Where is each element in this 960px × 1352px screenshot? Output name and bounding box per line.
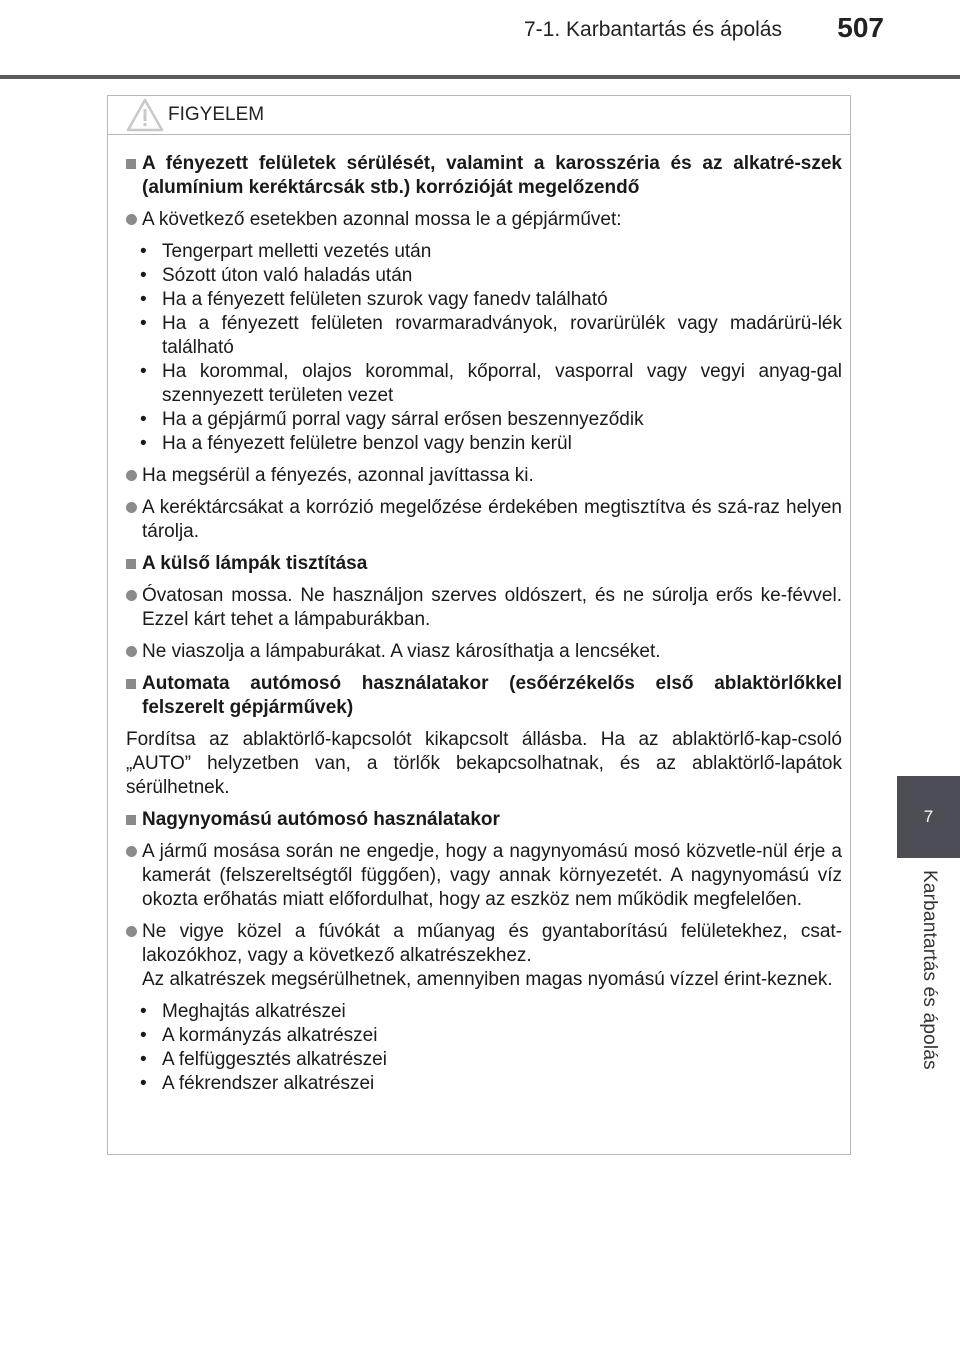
circle-bullet-icon: [126, 502, 137, 513]
list-item: • Sózott úton való haladás után: [140, 265, 413, 286]
circle-bullet-icon: [126, 646, 137, 657]
list-item: • Ha a gépjármű porral vagy sárral erősen beszennyeződik: [140, 409, 644, 430]
paragraph: Fordítsa az ablaktörlő-kapcsolót kikapcsolt állásba. Ha az ablaktörlő-kap-csoló „AUTO” helyzetben van, a törlők bekapcsolhatnak, és az ablaktörlő-lapátok sérülhetnek.: [126, 729, 842, 798]
chapter-number: 7: [923, 807, 934, 826]
section-title: Automata autómosó használatakor (esőérzékelős első ablaktörlőkkel felszerelt gépjárművek): [126, 672, 842, 720]
circle-bullet-icon: [126, 590, 137, 601]
header-title: 7-1. Karbantartás és ápolás: [524, 18, 782, 41]
bullet-list: [140, 1000, 842, 1096]
list-item: • Ha a fényezett felületre benzol vagy benzin kerül: [140, 433, 572, 454]
warning-heading: FIGYELEM: [168, 104, 265, 125]
list-item: • Tengerpart melletti vezetés után: [140, 241, 432, 262]
warning-content: [126, 152, 842, 1104]
paragraph: Ne viaszolja a lámpaburákat. A viasz károsíthatja a lencséket.: [126, 640, 842, 664]
square-marker-icon: [126, 815, 136, 825]
page-number: 507: [837, 12, 884, 43]
circle-bullet-icon: [126, 926, 137, 937]
list-item: • Ha a fényezett felületen szurok vagy fanedv található: [140, 289, 608, 310]
circle-bullet-icon: [126, 214, 137, 225]
circle-bullet-icon: [126, 470, 137, 481]
list-item: • A kormányzás alkatrészei: [140, 1025, 378, 1046]
list-item: • Ha a fényezett felületen rovarmaradványok, rovarürülék vagy madárürü-lék található: [140, 313, 842, 358]
paragraph: Ne vigye közel a fúvókát a műanyag és gyantaborítású felületekhez, csat-lakozókhoz, vagy a következő alkatrészekhez.: [126, 920, 842, 968]
list-item: • Meghajtás alkatrészei: [140, 1001, 346, 1022]
chapter-side-label: Karbantartás és ápolás: [919, 870, 940, 1070]
section-title: A külső lámpák tisztítása: [126, 552, 842, 576]
bullet-list: [140, 240, 842, 456]
circle-bullet-icon: [126, 846, 137, 857]
header-rule: [0, 75, 960, 79]
square-marker-icon: [126, 559, 136, 569]
list-item: • Ha korommal, olajos korommal, kőporral, vasporral vagy vegyi anyag-gal szennyezett területen vezet: [140, 361, 842, 406]
warning-triangle-icon: [126, 98, 164, 132]
paragraph: Az alkatrészek megsérülhetnek, amennyiben magas nyomású vízzel érint-keznek.: [142, 969, 833, 990]
section-title: Nagynyomású autómosó használatakor: [126, 808, 842, 832]
paragraph: Óvatosan mossa. Ne használjon szerves oldószert, és ne súrolja erős ke-févvel. Ezzel kárt tehet a lámpaburákban.: [126, 584, 842, 632]
paragraph: Ha megsérül a fényezés, azonnal javíttassa ki.: [126, 464, 842, 488]
paragraph: A keréktárcsákat a korrózió megelőzése érdekében megtisztítva és szá-raz helyen tárolja.: [126, 496, 842, 544]
chapter-tab: [897, 776, 960, 858]
paragraph: A jármű mosása során ne engedje, hogy a nagynyomású mosó közvetle-nül érje a kamerát (felszereltségtől függően), vagy annak környezetét. A nagynyomású víz okozta erőhatás miatt előfordulhat, hogy az eszköz nem működik megfelelően.: [126, 840, 842, 912]
list-item: • A fékrendszer alkatrészei: [140, 1073, 375, 1094]
section-title: A fényezett felületek sérülését, valamint a karosszéria és az alkatré-szek (alumínium keréktárcsák stb.) korrózióját megelőzendő: [126, 152, 842, 200]
warning-header: [108, 96, 850, 135]
list-item: • A felfüggesztés alkatrészei: [140, 1049, 387, 1070]
square-marker-icon: [126, 159, 136, 169]
paragraph: A következő esetekben azonnal mossa le a gépjárművet:: [126, 208, 842, 232]
square-marker-icon: [126, 679, 136, 689]
warning-box: [107, 95, 851, 1155]
